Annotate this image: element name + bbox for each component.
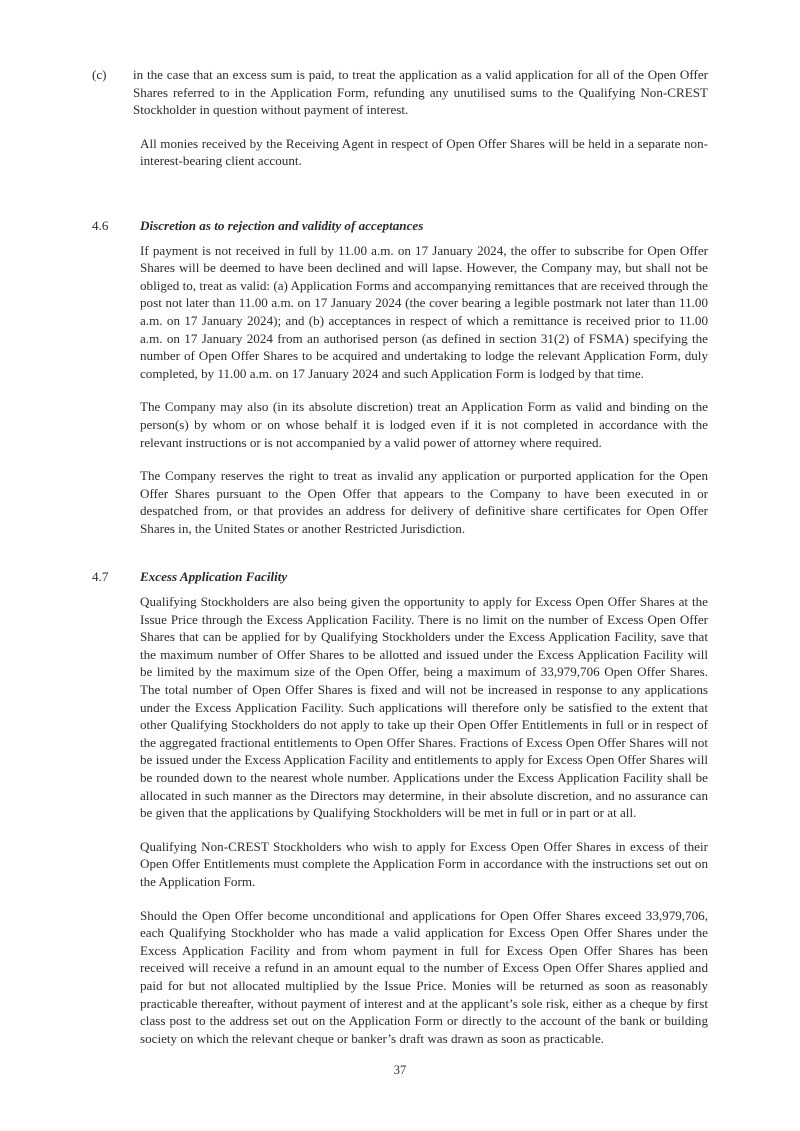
page-content <box>92 66 708 1047</box>
section-4-6-heading <box>92 217 708 235</box>
paragraph: Qualifying Stockholders are also being given the opportunity to apply for Excess Open Offer Shares at the Issue Price through the Excess Application Facility. There is no limit on the number of Excess Open Offer Shares that can be applied for by Qualifying Stockholders under the Excess Application Facility, save that the maximum number of Offer Shares to be allotted and issued under the Excess Application Facility will be limited by the maximum size of the Open Offer, being a maximum of 33,979,706 Open Offer Shares. The total number of Open Offer Shares is fixed and will not be increased in response to any applications under the Excess Application Facility. Such applications will therefore only be satisfied to the extent that other Qualifying Stockholders do not apply to take up their Open Offer Entitlements in full or in respect of the aggregated fractional entitlements to Open Offer Shares. Fractions of Excess Open Offer Shares will not be issued under the Excess Application Facility and entitlements to apply for Excess Open Offer Shares will be rounded down to the nearest whole number. Applications under the Excess Application Facility shall be allocated in such manner as the Directors may determine, in their absolute discretion, and no assurance can be given that the applications by Qualifying Stockholders will be met in full or in part or at all. <box>140 594 708 821</box>
section-4-7 <box>92 568 708 1047</box>
section-spacer <box>92 186 708 195</box>
clause-marker: (c) <box>92 67 107 82</box>
section-4-7-body <box>92 593 708 1047</box>
section-4-6-title: Discretion as to rejection and validity of acceptances <box>140 217 424 233</box>
section-4-7-number: 4.7 <box>92 569 109 585</box>
intro-paragraph: All monies received by the Receiving Agent in respect of Open Offer Shares will be held in a separate non-interest-bearing client account. <box>140 135 708 169</box>
paragraph: The Company may also (in its absolute discretion) treat an Application Form as valid and binding on the person(s) by whom or on whose behalf it is lodged even if it is not completed in accordance with the relevant instructions or is not accompanied by a valid power of attorney where required. <box>140 399 708 450</box>
paragraph: The Company reserves the right to treat as invalid any application or purported application for the Open Offer Shares pursuant to the Open Offer that appears to the Company to have been executed in or despatched from, or that provides an address for delivery of definitive share certificates for Open Offer Shares in, the United States or another Restricted Jurisdiction. <box>140 468 708 536</box>
paragraph: Should the Open Offer become unconditional and applications for Open Offer Shares exceed 33,979,706, each Qualifying Stockholder who has made a valid application for Excess Open Offer Shares under the Excess Application Facility and from whom payment in full for Excess Open Offer Shares has been received will receive a refund in an amount equal to the number of Excess Open Offer Shares applied and paid for but not allocated multiplied by the Issue Price. Monies will be returned as soon as reasonably practicable thereafter, without payment of interest and at the applicant’s sole risk, either as a cheque by first class post to the address set out on the Application Form or directly to the account of the bank or building society on which the relevant cheque or banker’s draft was drawn as soon as practicable. <box>140 907 708 1046</box>
clause-text: in the case that an excess sum is paid, to treat the application as a valid application for all of the Open Offer Shares referred to in the Application Form, refunding any unutilised sums to the Qualifying Non-CREST Stockholder in question without payment of interest. <box>133 67 708 118</box>
paragraph: If payment is not received in full by 11.00 a.m. on 17 January 2024, the offer to subscribe for Open Offer Shares will be deemed to have been declined and will lapse. However, the Company may, but shall not be obliged to, treat as valid: (a) Application Forms and accompanying remittances that are received through the post not later than 11.00 a.m. on 17 January 2024 (the cover bearing a legible postmark not later than 11.00 a.m. on 17 January 2024); and (b) acceptances in respect of which a remittance is received prior to 11.00 a.m. on 17 January 2024 from an authorised person (as defined in section 31(2) of FSMA) specifying the number of Open Offer Shares to be acquired and undertaking to lodge the relevant Application Form, duly completed, by 11.00 a.m. on 17 January 2024 and such Application Form is lodged by that time. <box>140 242 708 381</box>
paragraph: Qualifying Non-CREST Stockholders who wish to apply for Excess Open Offer Shares in excess of their Open Offer Entitlements must complete the Application Form in accordance with the instructions set out on the Application Form. <box>140 838 708 889</box>
section-4-7-heading <box>92 568 708 586</box>
page-number: 37 <box>393 1063 407 1077</box>
section-spacer <box>92 537 708 546</box>
section-4-6-number: 4.6 <box>92 217 109 233</box>
section-4-6 <box>92 217 708 538</box>
section-4-6-body <box>92 242 708 538</box>
clause-item-c <box>92 66 708 119</box>
section-4-7-title: Excess Application Facility <box>140 569 288 585</box>
